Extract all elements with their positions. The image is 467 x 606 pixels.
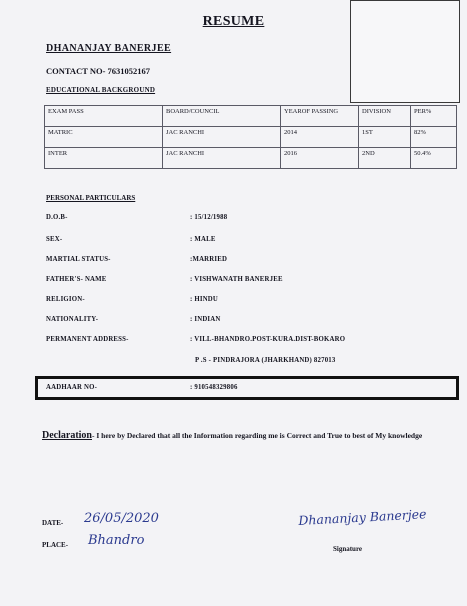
- table-cell: 82%: [411, 127, 457, 148]
- marital-status-value: :MARRIED: [190, 256, 228, 263]
- table-header-cell: DIVISION: [359, 106, 411, 127]
- table-cell: 2016: [281, 148, 359, 169]
- table-header-cell: BOARD/COUNCIL: [163, 106, 281, 127]
- table-row: [45, 127, 457, 148]
- date-value: 26/05/2020: [84, 511, 159, 526]
- table-cell: 50.4%: [411, 148, 457, 169]
- date-label: DATE-: [42, 519, 64, 527]
- table-row: [45, 148, 457, 169]
- dob-value: : 15/12/1988: [190, 214, 228, 221]
- table-cell: JAC RANCHI: [163, 127, 281, 148]
- table-header-row: [45, 106, 457, 127]
- father-name-label: FATHER'S- NAME: [46, 276, 107, 283]
- table-header-cell: YEAROF PASSING: [281, 106, 359, 127]
- address-value: : VILL-BHANDRO.POST-KURA.DIST-BOKARO: [190, 336, 346, 343]
- nationality-value: : INDIAN: [190, 316, 221, 323]
- table-cell: 1ST: [359, 127, 411, 148]
- dob-label: D.O.B-: [46, 214, 68, 221]
- address-label: PERMANENT ADDRESS-: [46, 336, 129, 343]
- declaration-heading: Declaration: [42, 430, 92, 441]
- signature-label: Signature: [333, 545, 363, 553]
- nationality-label: NATIONALITY-: [46, 316, 99, 323]
- resume-title: RESUME: [202, 14, 265, 29]
- marital-status-label: MARTIAL STATUS-: [46, 256, 111, 263]
- religion-value: : HINDU: [190, 296, 219, 303]
- table-cell: JAC RANCHI: [163, 148, 281, 169]
- aadhaar-box: [35, 376, 459, 400]
- table-cell: 2ND: [359, 148, 411, 169]
- signature-handwriting: Dhananjay Banerjee: [298, 506, 427, 528]
- declaration-text: - I here by Declared that all the Information regarding me is Correct and True to best of My knowledge: [92, 431, 423, 440]
- place-label: PLACE-: [42, 541, 69, 549]
- contact-number: CONTACT NO- 7631052167: [46, 66, 151, 76]
- education-table: [44, 105, 457, 169]
- table-cell: 2014: [281, 127, 359, 148]
- personal-heading: PERSONAL PARTICULARS: [46, 194, 136, 202]
- sex-value: : MALE: [190, 236, 216, 243]
- place-value: Bhandro: [88, 533, 145, 548]
- aadhaar-label: AADHAAR NO-: [46, 384, 98, 391]
- aadhaar-value: : 910548329806: [190, 384, 238, 391]
- address-line-2: P .S - PINDRAJORA (JHARKHAND) 827013: [195, 357, 336, 364]
- father-name-value: : VISHWANATH BANERJEE: [190, 276, 283, 283]
- sex-label: SEX-: [46, 236, 63, 243]
- education-heading: EDUCATIONAL BACKGROUND: [46, 86, 156, 94]
- table-cell: INTER: [45, 148, 163, 169]
- table-header-cell: EXAM PASS: [45, 106, 163, 127]
- table-header-cell: PER%: [411, 106, 457, 127]
- candidate-name: DHANANJAY BANERJEE: [46, 43, 172, 54]
- religion-label: RELIGION-: [46, 296, 85, 303]
- table-cell: MATRIC: [45, 127, 163, 148]
- declaration: [42, 430, 442, 442]
